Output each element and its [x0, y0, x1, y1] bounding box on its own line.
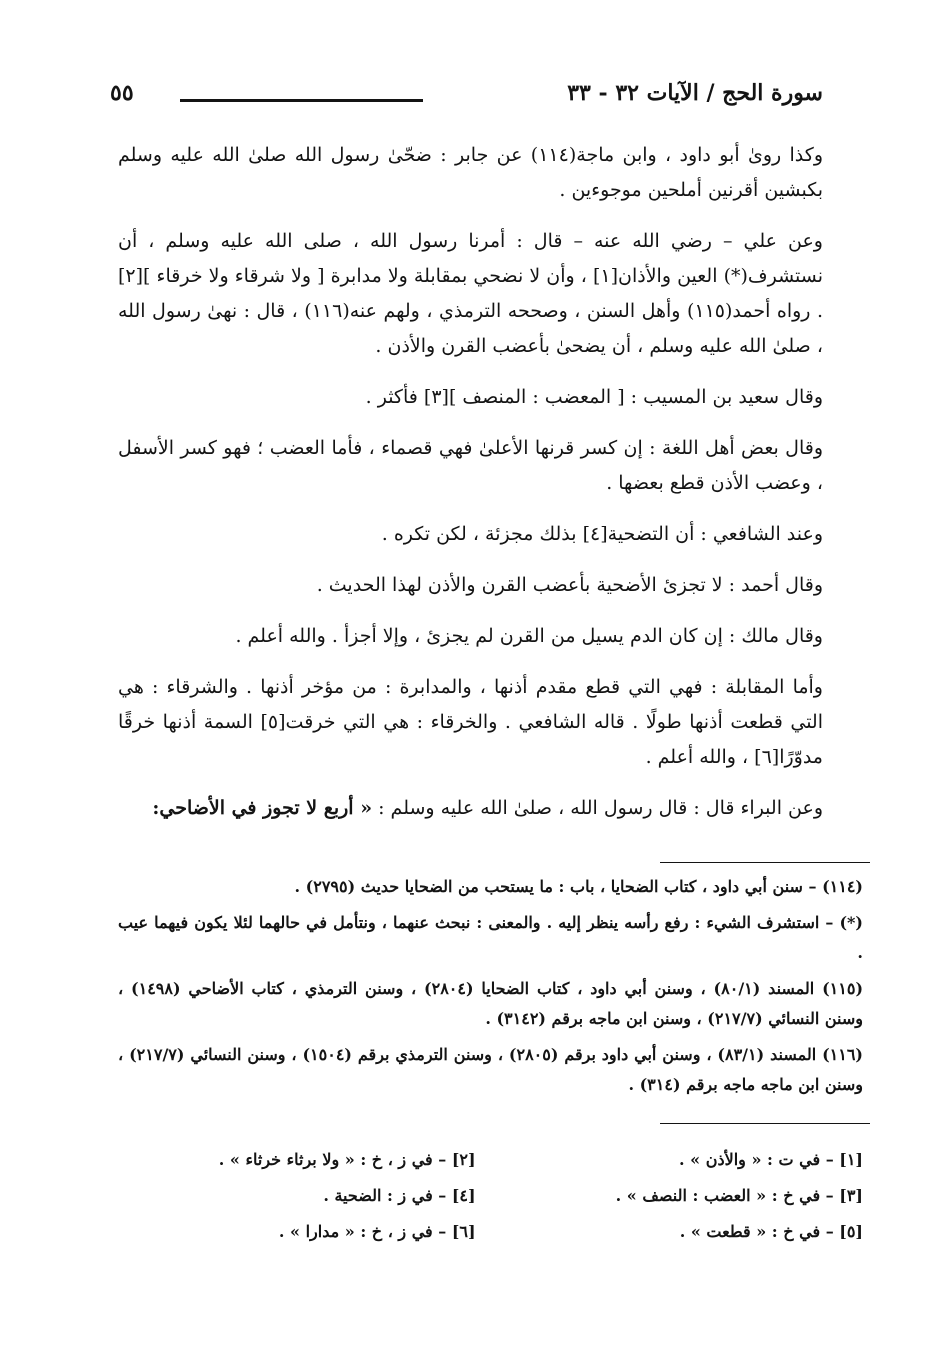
page-header — [110, 80, 823, 114]
manuscript-variants — [118, 1142, 863, 1250]
main-text — [118, 138, 823, 826]
paragraph-ali: وعن علي – رضي الله عنه – قال : أمرنا رسول الله ، صلى الله عليه وسلم ، أن نستشرف(*) العين والأذان[١] ، وأن لا نضحي بمقابلة ولا مدابرة [ ولا شرقاء ولا خرقاء ][٢] . رواه أحمد(١١٥) وأهل السنن ، وصححه الترمذي ، ولهم عنه(١١٦) ، قال : نهىٰ رسول الله ، صلىٰ الله عليه وسلم ، أن يضحىٰ بأعضب القرن والأذن . — [118, 230, 823, 357]
bara-text: وعن البراء قال : قال رسول الله ، صلىٰ الله عليه وسلم : — [372, 797, 823, 819]
paragraph-language: وقال بعض أهل اللغة : إن كسر قرنها الأعلىٰ فهي قصماء ، فأما العضب ؛ فهو كسر الأسفل ، وعضب الأذن قطع بعضها . — [118, 437, 823, 494]
variant-row — [118, 1178, 863, 1214]
variant-6: [٦] – في ز ، خ : « مدارا » . — [278, 1222, 476, 1241]
footnote-separator — [660, 862, 870, 863]
surah-title: سورة الحج / الآيات ٣٢ - ٣٣ — [567, 80, 823, 106]
footnotes — [118, 872, 863, 1106]
paragraph-ahmad: وقال أحمد : لا تجزئ الأضحية بأعضب القرن والأذن لهذا الحديث . — [316, 574, 823, 596]
footnote-115: (١١٥) المسند (٨٠/١) ، وسنن أبي داود ، كتاب الضحايا (٢٨٠٤) ، وسنن الترمذي ، كتاب الأضاحي (١٤٩٨) ، وسنن النسائي (٢١٧/٧) ، وسنن ابن ماجه برقم (٣١٤٢) . — [118, 979, 864, 1028]
bara-hadith-quote: « أربع لا تجوز في الأضاحي: — [152, 797, 373, 819]
variant-5: [٥] – في خ : « قطعت » . — [679, 1222, 863, 1241]
paragraph-jabir: وكذا روىٰ أبو داود ، وابن ماجة(١١٤) عن جابر : ضحّىٰ رسول الله صلىٰ الله عليه وسلم بكبشين أقرنين أملحين موجوءين . — [118, 144, 823, 201]
variant-1: [١] – في ت : « والأذن » . — [679, 1150, 863, 1169]
variants-separator — [660, 1123, 870, 1124]
header-rule — [180, 99, 423, 102]
page-number: ٥٥ — [110, 80, 134, 106]
paragraph-malik: وقال مالك : إن كان الدم يسيل من القرن لم يجزئ ، وإلا أجزأ . والله أعلم . — [235, 625, 823, 647]
variant-4: [٤] – في ز : الضحية . — [323, 1186, 476, 1205]
paragraph-definitions: وأما المقابلة : فهي التي قطع مقدم أذنها ، والمدابرة : من مؤخر أذنها . والشرقاء : هي التي قطعت أذنها طولًا . قاله الشافعي . والخرقاء : هي التي خرقت[٥] السمة أذنها خرقًا مدوّرًا[٦] ، والله أعلم . — [118, 676, 823, 768]
paragraph-said: وقال سعيد بن المسيب : [ المعضب : المنصف ][٣] فأكثر . — [365, 386, 823, 408]
paragraph-bara — [118, 791, 823, 826]
paragraph-shafii: وعند الشافعي : أن التضحية[٤] بذلك مجزئة ، لكن تكره . — [381, 523, 823, 545]
footnote-star: (*) – استشرف الشيء : رفع رأسه ينظر إليه . والمعنى : نبحث عنهما ، ونتأمل في حالهما لئلا يكون فيهما عيب . — [118, 913, 863, 962]
variant-row — [118, 1142, 863, 1178]
footnote-116: (١١٦) المسند (٨٣/١) ، وسنن أبي داود برقم (٢٨٠٥) ، وسنن الترمذي برقم (١٥٠٤) ، وسنن النسائي (٢١٧/٧) ، وسنن ابن ماجه ماجه برقم (٣١٤) . — [118, 1045, 863, 1094]
footnote-114: (١١٤) – سنن أبي داود ، كتاب الضحايا ، باب : ما يستحب من الضحايا حديث (٢٧٩٥) . — [294, 877, 863, 896]
variant-2: [٢] – في ز ، خ : « ولا برثاء خرثاء » . — [218, 1150, 476, 1169]
variant-3: [٣] – في خ : « العضب : النصف » . — [615, 1186, 863, 1205]
variant-row — [118, 1214, 863, 1250]
